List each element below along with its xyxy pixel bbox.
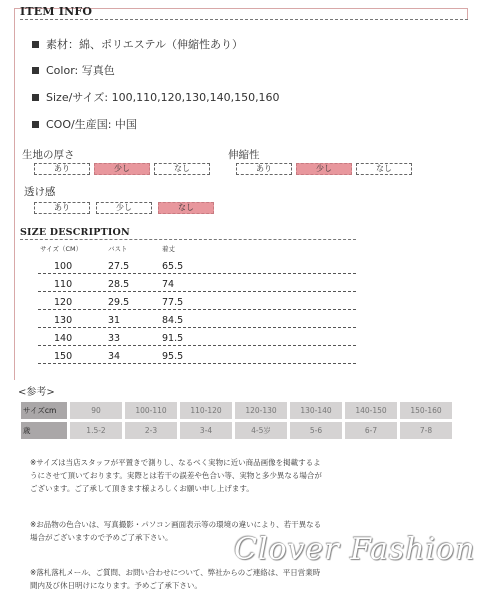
size-row <box>38 349 356 364</box>
note-line: ※サイズは当店スタッフが平置きで測りし、なるべく実物に近い商品画像を掲載するよ <box>30 458 321 467</box>
bust-cell: 34 <box>108 351 121 362</box>
size-cell: 120 <box>54 297 73 308</box>
stretch-option-sukoshi: 少し <box>296 163 352 175</box>
size-row <box>38 313 356 328</box>
spec-material-text: 素材：綿、ポリエステル（伸縮性あり） <box>46 38 244 51</box>
note-contact <box>30 566 450 592</box>
length-cell: 74 <box>162 279 175 290</box>
bust-cell: 33 <box>108 333 121 344</box>
spec-origin-text: COO/生産国: 中国 <box>46 118 137 131</box>
spec-size <box>32 89 280 105</box>
spec-size-text: Size/サイズ: 100,110,120,130,140,150,160 <box>46 91 280 104</box>
size-description-title: SIZE DESCRIPTION <box>20 227 130 238</box>
reference-age-label: 歳 <box>21 422 67 439</box>
reference-size-cell: 120-130 <box>235 402 287 419</box>
item-info-divider <box>20 19 468 20</box>
size-cell: 140 <box>54 333 73 344</box>
reference-age-cell: 7-8 <box>400 422 452 439</box>
note-line: 場合がございますので予めご了承下さい。 <box>30 533 173 542</box>
length-cell: 95.5 <box>162 351 184 362</box>
reference-age-row <box>21 422 452 439</box>
thickness-label: 生地の厚さ <box>22 149 75 161</box>
note-line: ※お品物の色合いは、写真撮影・パソコン画面表示等の環境の違いにより、若干異なる <box>30 520 322 529</box>
bullet-square-icon <box>32 67 39 74</box>
bullet-square-icon <box>32 121 39 128</box>
spec-color-text: Color: 写真色 <box>46 64 115 77</box>
reference-title: <参考> <box>18 387 55 398</box>
bust-cell: 31 <box>108 315 121 326</box>
bust-cell: 29.5 <box>108 297 130 308</box>
size-description-divider <box>20 239 356 240</box>
length-cell: 65.5 <box>162 261 184 272</box>
reference-size-cell: 140-150 <box>345 402 397 419</box>
note-line: 間内及び休日明けになります。予めご了承下さい。 <box>30 581 202 590</box>
reference-size-cell: 100-110 <box>125 402 177 419</box>
spec-material <box>32 36 243 52</box>
note-line: うにさせて頂いております。実際とは若干の誤差や色合い等、実物と多少異なる場合が <box>30 471 322 480</box>
note-measurement <box>30 456 450 495</box>
size-cell: 130 <box>54 315 73 326</box>
stretch-option-ari: あり <box>236 163 292 175</box>
reference-size-cell: 130-140 <box>290 402 342 419</box>
stretch-option-nashi: なし <box>356 163 412 175</box>
brand-watermark: Clover Fashion <box>234 532 476 567</box>
frame-border-left <box>14 8 15 380</box>
bullet-square-icon <box>32 41 39 48</box>
reference-age-cell: 3-4 <box>180 422 232 439</box>
reference-size-cell: 150-160 <box>400 402 452 419</box>
bust-cell: 27.5 <box>108 261 130 272</box>
reference-age-cell: 5-6 <box>290 422 342 439</box>
sheer-option-sukoshi: 少し <box>96 202 152 214</box>
reference-age-cell: 4-5岁 <box>235 422 287 439</box>
thickness-option-sukoshi: 少し <box>94 163 150 175</box>
bullet-square-icon <box>32 94 39 101</box>
size-cell: 110 <box>54 279 73 290</box>
size-row <box>38 259 356 274</box>
length-cell: 77.5 <box>162 297 184 308</box>
length-cell: 84.5 <box>162 315 184 326</box>
reference-age-cell: 6-7 <box>345 422 397 439</box>
sheer-option-ari: あり <box>34 202 90 214</box>
item-info-title: ITEM INFO <box>20 5 93 18</box>
reference-size-row <box>21 402 452 419</box>
size-cell: 150 <box>54 351 73 362</box>
stretch-label: 伸縮性 <box>228 149 260 161</box>
size-header-bust: バスト <box>108 245 128 253</box>
size-header-size: サイズ（CM） <box>40 245 83 253</box>
length-cell: 91.5 <box>162 333 184 344</box>
reference-table <box>18 399 455 442</box>
sheer-label: 透け感 <box>24 186 56 198</box>
spec-color <box>32 62 115 78</box>
note-line: ございます。ご了承して頂きます様よろしくお願い申し上げます。 <box>30 484 254 493</box>
reference-age-cell: 2-3 <box>125 422 177 439</box>
spec-origin <box>32 116 137 132</box>
size-row <box>38 331 356 346</box>
size-cell: 100 <box>54 261 73 272</box>
size-header-length: 着丈 <box>162 245 175 253</box>
bust-cell: 28.5 <box>108 279 130 290</box>
reference-size-cell: 110-120 <box>180 402 232 419</box>
reference-size-cell: 90 <box>70 402 122 419</box>
thickness-option-ari: あり <box>34 163 90 175</box>
reference-age-cell: 1.5-2 <box>70 422 122 439</box>
size-row <box>38 277 356 292</box>
note-line: ※落札落札メール、ご質問、お問い合わせについて、弊社からのご連絡は、平日営業時 <box>30 568 321 577</box>
reference-size-label: サイズcm <box>21 402 67 419</box>
sheer-option-nashi: なし <box>158 202 214 214</box>
thickness-option-nashi: なし <box>154 163 210 175</box>
size-row <box>38 295 356 310</box>
